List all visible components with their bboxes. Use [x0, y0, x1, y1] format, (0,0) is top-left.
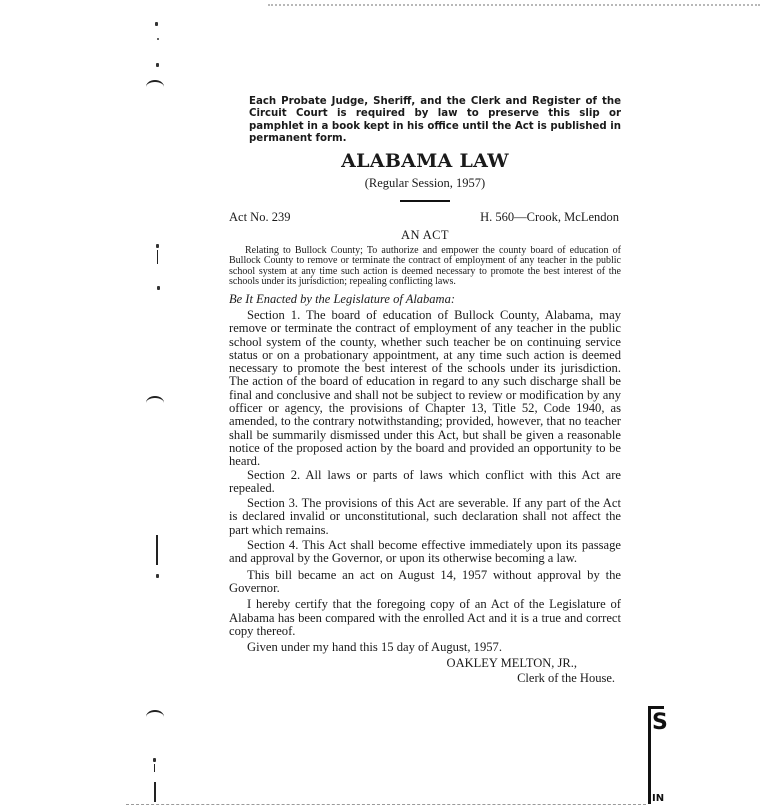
preservation-notice: Each Probate Judge, Sheriff, and the Clerk and Register of the Circuit Court is required by law to preserve this slip or pamphlet in a book kept in his office until the Act is published in permanent form.	[249, 96, 621, 144]
margin-bar	[648, 706, 651, 804]
signatory-title: Clerk of the House.	[517, 671, 615, 686]
page-title: ALABAMA LAW	[341, 150, 509, 173]
title-divider	[400, 200, 450, 202]
enacting-clause: Be It Enacted by the Legislature of Alabama:	[229, 292, 455, 306]
margin-mark	[153, 758, 156, 762]
margin-fragment-top: S	[652, 710, 666, 735]
margin-arc-mark	[146, 80, 164, 94]
approval-note: This bill became an act on August 14, 1957 without approval by the Governor.	[229, 567, 621, 595]
margin-mark	[154, 782, 156, 802]
margin-mark	[157, 38, 159, 40]
margin-mark	[156, 244, 159, 248]
margin-arc-mark	[146, 396, 164, 410]
act-number: Act No. 239	[229, 210, 291, 225]
section-4: Section 4. This Act shall become effective immediately upon its passage and approval by the Governor, or upon its otherwise becoming a law.	[229, 538, 621, 566]
margin-mark	[154, 764, 155, 772]
law-document	[229, 96, 621, 686]
section-1: Section 1. The board of education of Bullock County, Alabama, may remove or terminate the contract of employment of any teacher in the public school system of the county, whether such teacher be on continuing service status or on a probationary appointment, at any time such action is deemed necessary to promote the best interest of the schools under its jurisdiction. The action of the board of education in regard to any such discharge shall be final and conclusive and shall not be subject to review or modification by any officer or agency, the provisions of Chapter 13, Title 52, Code 1940, as amended, to the contrary notwithstanding; provided, however, that no teacher shall be summarily dismissed under this Act, but shall be given a reasonable notice of the proposed action by the board and provided an opportunity to be heard.	[229, 308, 621, 469]
bill-sponsor: H. 560—Crook, McLendon	[480, 210, 619, 225]
signatory-name: OAKLEY MELTON, JR.,	[446, 656, 577, 671]
margin-mark	[156, 63, 159, 67]
section-2: Section 2. All laws or parts of laws which conflict with this Act are repealed.	[229, 467, 621, 495]
margin-mark	[156, 574, 159, 578]
margin-mark	[157, 250, 158, 264]
margin-arc-mark	[146, 710, 164, 724]
session-subtitle: (Regular Session, 1957)	[364, 176, 486, 191]
act-heading: AN ACT	[401, 228, 449, 243]
bottom-edge-line	[126, 804, 646, 805]
margin-mark	[157, 286, 160, 290]
section-3: Section 3. The provisions of this Act are severable. If any part of the Act is declared invalid or unconstitutional, such declaration shall not affect the part which remains.	[229, 496, 621, 537]
margin-mark	[156, 535, 158, 565]
act-summary: Relating to Bullock County; To authorize and empower the county board of education of Bullock County to remove or terminate the contract of employment of any teacher in the public school system at any time such action is deemed necessary to promote the best interest of the schools under its jurisdiction; repealing conflicting laws.	[229, 245, 621, 287]
top-edge-dots	[268, 4, 760, 6]
act-info-row	[229, 210, 621, 225]
margin-mark	[155, 22, 158, 26]
certification: I hereby certify that the foregoing copy of an Act of the Legislature of Alabama has been compared with the enrolled Act and it is a true and correct copy thereof.	[229, 597, 621, 638]
margin-fragment-bottom: IN	[652, 793, 665, 804]
given-line: Given under my hand this 15 day of August, 1957.	[247, 640, 502, 655]
